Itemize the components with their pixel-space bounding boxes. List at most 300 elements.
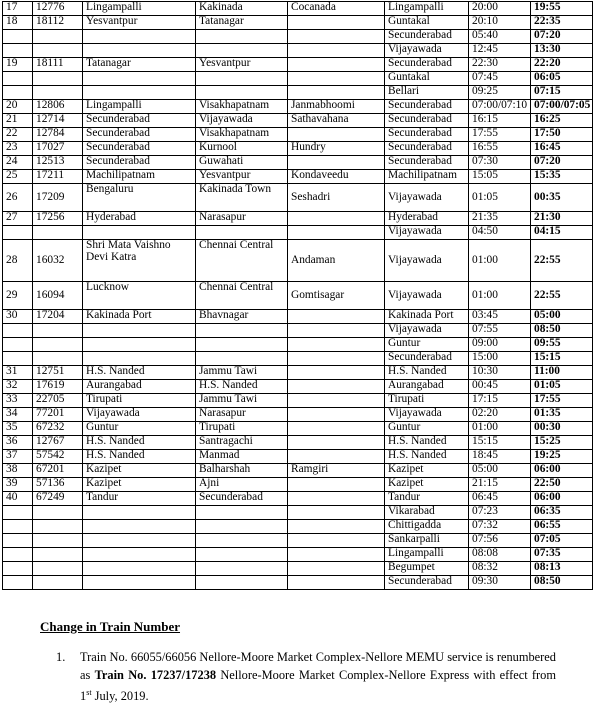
- arrival-time-cell: 07:20: [531, 30, 593, 44]
- from-cell: H.S. Nanded: [83, 436, 196, 450]
- to-cell: [196, 30, 288, 44]
- serial-no-cell: 34: [3, 408, 33, 422]
- train-no-cell: [33, 562, 83, 576]
- station-cell: Secunderabad: [385, 58, 469, 72]
- arrival-time-cell: 11:00: [531, 366, 593, 380]
- train-name-cell: [288, 492, 385, 506]
- station-cell: Bellari: [385, 86, 469, 100]
- from-cell: Tatanagar: [83, 58, 196, 72]
- table-row: [3, 352, 593, 366]
- table-row: [3, 408, 593, 422]
- station-cell: Secunderabad: [385, 128, 469, 142]
- station-cell: Kazipet: [385, 464, 469, 478]
- arrival-time-cell: 08:50: [531, 324, 593, 338]
- arrival-time-cell: 07:15: [531, 86, 593, 100]
- to-cell: [196, 86, 288, 100]
- train-name-cell: [288, 394, 385, 408]
- from-cell: [83, 562, 196, 576]
- table-row: [3, 492, 593, 506]
- to-cell: Visakhapatnam: [196, 100, 288, 114]
- station-cell: Tandur: [385, 492, 469, 506]
- table-row: [3, 380, 593, 394]
- train-no-cell: [33, 352, 83, 366]
- train-no-cell: 17256: [33, 212, 83, 226]
- from-cell: [83, 86, 196, 100]
- departure-time-cell: 09:25: [469, 86, 531, 100]
- departure-time-cell: 09:30: [469, 576, 531, 590]
- departure-time-cell: 01:00: [469, 282, 531, 310]
- table-row: [3, 534, 593, 548]
- station-cell: Machilipatnam: [385, 170, 469, 184]
- serial-no-cell: 37: [3, 450, 33, 464]
- to-cell: Narasapur: [196, 212, 288, 226]
- station-cell: Kakinada Port: [385, 310, 469, 324]
- from-cell: [83, 324, 196, 338]
- train-name-cell: [288, 478, 385, 492]
- table-row: [3, 44, 593, 58]
- to-cell: Tirupati: [196, 422, 288, 436]
- arrival-time-cell: 17:50: [531, 128, 593, 142]
- to-cell: Tatanagar: [196, 16, 288, 30]
- from-cell: [83, 520, 196, 534]
- arrival-time-cell: 13:30: [531, 44, 593, 58]
- serial-no-cell: [3, 86, 33, 100]
- train-no-cell: 12513: [33, 156, 83, 170]
- from-cell: Lucknow: [83, 282, 196, 310]
- arrival-time-cell: 16:25: [531, 114, 593, 128]
- station-cell: Vijayawada: [385, 184, 469, 212]
- train-no-cell: [33, 520, 83, 534]
- serial-no-cell: [3, 338, 33, 352]
- from-cell: Lingampalli: [83, 100, 196, 114]
- departure-time-cell: 00:45: [469, 380, 531, 394]
- departure-time-cell: 08:32: [469, 562, 531, 576]
- train-name-cell: [288, 324, 385, 338]
- train-no-cell: [33, 534, 83, 548]
- departure-time-cell: 06:45: [469, 492, 531, 506]
- table-row: [3, 142, 593, 156]
- serial-no-cell: 17: [3, 2, 33, 16]
- from-cell: H.S. Nanded: [83, 366, 196, 380]
- to-cell: Yesvantpur: [196, 58, 288, 72]
- table-row: [3, 240, 593, 282]
- arrival-time-cell: 07:20: [531, 156, 593, 170]
- from-cell: Bengaluru: [83, 184, 196, 212]
- station-cell: H.S. Nanded: [385, 366, 469, 380]
- train-name-cell: [288, 520, 385, 534]
- train-no-cell: 18111: [33, 58, 83, 72]
- from-cell: H.S. Nanded: [83, 450, 196, 464]
- serial-no-cell: [3, 352, 33, 366]
- departure-time-cell: 01:05: [469, 184, 531, 212]
- train-no-cell: 16032: [33, 240, 83, 282]
- train-name-cell: [288, 44, 385, 58]
- from-cell: [83, 72, 196, 86]
- departure-time-cell: 07:45: [469, 72, 531, 86]
- from-cell: [83, 548, 196, 562]
- serial-no-cell: 30: [3, 310, 33, 324]
- train-no-cell: 17209: [33, 184, 83, 212]
- train-no-cell: 22705: [33, 394, 83, 408]
- table-row: [3, 478, 593, 492]
- serial-no-cell: 24: [3, 156, 33, 170]
- table-row: [3, 310, 593, 324]
- to-cell: Bhavnagar: [196, 310, 288, 324]
- station-cell: Tirupati: [385, 394, 469, 408]
- note-bold-train: Train No. 17237/17238: [94, 668, 217, 682]
- to-cell: [196, 352, 288, 366]
- station-cell: Chittigadda: [385, 520, 469, 534]
- departure-time-cell: 02:20: [469, 408, 531, 422]
- serial-no-cell: 29: [3, 282, 33, 310]
- train-no-cell: 18112: [33, 16, 83, 30]
- note-text-end: July, 2019.: [91, 689, 149, 704]
- to-cell: [196, 226, 288, 240]
- train-no-cell: 17211: [33, 170, 83, 184]
- serial-no-cell: [3, 30, 33, 44]
- departure-time-cell: 15:00: [469, 352, 531, 366]
- departure-time-cell: 07:30: [469, 156, 531, 170]
- table-row: [3, 30, 593, 44]
- serial-no-cell: [3, 562, 33, 576]
- table-row: [3, 436, 593, 450]
- station-cell: Kazipet: [385, 478, 469, 492]
- to-cell: Yesvantpur: [196, 170, 288, 184]
- train-name-cell: [288, 366, 385, 380]
- departure-time-cell: 01:00: [469, 240, 531, 282]
- serial-no-cell: [3, 506, 33, 520]
- station-cell: Secunderabad: [385, 142, 469, 156]
- table-row: [3, 366, 593, 380]
- departure-time-cell: 17:55: [469, 128, 531, 142]
- serial-no-cell: 25: [3, 170, 33, 184]
- train-no-cell: [33, 72, 83, 86]
- train-no-cell: [33, 324, 83, 338]
- train-name-cell: [288, 548, 385, 562]
- to-cell: Secunderabad: [196, 492, 288, 506]
- arrival-time-cell: 22:55: [531, 282, 593, 310]
- train-no-cell: [33, 44, 83, 58]
- departure-time-cell: 08:08: [469, 548, 531, 562]
- departure-time-cell: 09:00: [469, 338, 531, 352]
- departure-time-cell: 07:00/07:10: [469, 100, 531, 114]
- from-cell: Kakinada Port: [83, 310, 196, 324]
- table-row: [3, 520, 593, 534]
- from-cell: [83, 352, 196, 366]
- arrival-time-cell: 01:35: [531, 408, 593, 422]
- departure-time-cell: 21:15: [469, 478, 531, 492]
- station-cell: Vijayawada: [385, 282, 469, 310]
- serial-no-cell: [3, 534, 33, 548]
- serial-no-cell: [3, 576, 33, 590]
- train-name-cell: [288, 58, 385, 72]
- arrival-time-cell: 22:50: [531, 478, 593, 492]
- table-row: [3, 114, 593, 128]
- train-name-cell: [288, 352, 385, 366]
- serial-no-cell: 40: [3, 492, 33, 506]
- from-cell: Kazipet: [83, 478, 196, 492]
- from-cell: [83, 30, 196, 44]
- to-cell: Jammu Tawi: [196, 366, 288, 380]
- from-cell: [83, 506, 196, 520]
- note-text-before: Train No. 66055/66056 Nellore-Moore Market Complex-Nellore MEMU service is renumbered as: [80, 650, 556, 682]
- from-cell: Secunderabad: [83, 114, 196, 128]
- serial-no-cell: 27: [3, 212, 33, 226]
- station-cell: Guntur: [385, 422, 469, 436]
- station-cell: Aurangabad: [385, 380, 469, 394]
- departure-time-cell: 22:30: [469, 58, 531, 72]
- to-cell: Kurnool: [196, 142, 288, 156]
- note-sup: st: [86, 688, 92, 697]
- train-name-cell: Hundry: [288, 142, 385, 156]
- from-cell: Hyderabad: [83, 212, 196, 226]
- table-row: [3, 184, 593, 212]
- serial-no-cell: 31: [3, 366, 33, 380]
- table-row: [3, 128, 593, 142]
- train-name-cell: Janmabhoomi: [288, 100, 385, 114]
- serial-no-cell: 20: [3, 100, 33, 114]
- train-name-cell: Ramgiri: [288, 464, 385, 478]
- from-cell: Secunderabad: [83, 142, 196, 156]
- serial-no-cell: 19: [3, 58, 33, 72]
- arrival-time-cell: 21:30: [531, 212, 593, 226]
- to-cell: [196, 72, 288, 86]
- to-cell: Kakinada: [196, 2, 288, 16]
- station-cell: H.S. Nanded: [385, 450, 469, 464]
- to-cell: [196, 44, 288, 58]
- table-row: [3, 338, 593, 352]
- departure-time-cell: 18:45: [469, 450, 531, 464]
- arrival-time-cell: 22:20: [531, 58, 593, 72]
- train-no-cell: 17027: [33, 142, 83, 156]
- train-no-cell: 16094: [33, 282, 83, 310]
- from-cell: [83, 534, 196, 548]
- to-cell: Narasapur: [196, 408, 288, 422]
- to-cell: [196, 520, 288, 534]
- departure-time-cell: 15:05: [469, 170, 531, 184]
- arrival-time-cell: 15:15: [531, 352, 593, 366]
- arrival-time-cell: 19:55: [531, 2, 593, 16]
- station-cell: Secunderabad: [385, 30, 469, 44]
- serial-no-cell: 39: [3, 478, 33, 492]
- train-name-cell: Kondaveedu: [288, 170, 385, 184]
- serial-no-cell: 33: [3, 394, 33, 408]
- table-row: [3, 2, 593, 16]
- station-cell: Lingampalli: [385, 2, 469, 16]
- from-cell: [83, 44, 196, 58]
- table-row: [3, 450, 593, 464]
- train-name-cell: [288, 436, 385, 450]
- departure-time-cell: 05:00: [469, 464, 531, 478]
- from-cell: Yesvantpur: [83, 16, 196, 30]
- train-no-cell: 12776: [33, 2, 83, 16]
- departure-time-cell: 07:23: [469, 506, 531, 520]
- arrival-time-cell: 04:15: [531, 226, 593, 240]
- arrival-time-cell: 00:30: [531, 422, 593, 436]
- station-cell: Begumpet: [385, 562, 469, 576]
- arrival-time-cell: 01:05: [531, 380, 593, 394]
- station-cell: Guntakal: [385, 16, 469, 30]
- serial-no-cell: [3, 44, 33, 58]
- from-cell: Aurangabad: [83, 380, 196, 394]
- to-cell: [196, 338, 288, 352]
- departure-time-cell: 03:45: [469, 310, 531, 324]
- from-cell: [83, 338, 196, 352]
- train-name-cell: [288, 408, 385, 422]
- train-no-cell: [33, 338, 83, 352]
- serial-no-cell: 36: [3, 436, 33, 450]
- from-cell: Vijayawada: [83, 408, 196, 422]
- train-no-cell: 17204: [33, 310, 83, 324]
- arrival-time-cell: 22:35: [531, 16, 593, 30]
- arrival-time-cell: 06:55: [531, 520, 593, 534]
- serial-no-cell: [3, 226, 33, 240]
- train-name-cell: [288, 450, 385, 464]
- table-row: [3, 324, 593, 338]
- table-row: [3, 100, 593, 114]
- train-no-cell: [33, 576, 83, 590]
- table-row: [3, 464, 593, 478]
- serial-no-cell: [3, 324, 33, 338]
- train-no-cell: 57542: [33, 450, 83, 464]
- train-name-cell: [288, 380, 385, 394]
- arrival-time-cell: 06:05: [531, 72, 593, 86]
- train-no-cell: 12806: [33, 100, 83, 114]
- from-cell: Kazipet: [83, 464, 196, 478]
- station-cell: Hyderabad: [385, 212, 469, 226]
- note-number: 1.: [56, 650, 66, 664]
- serial-no-cell: 18: [3, 16, 33, 30]
- to-cell: Santragachi: [196, 436, 288, 450]
- from-cell: [83, 226, 196, 240]
- serial-no-cell: 35: [3, 422, 33, 436]
- from-cell: Lingampalli: [83, 2, 196, 16]
- to-cell: Ajni: [196, 478, 288, 492]
- train-no-cell: 57136: [33, 478, 83, 492]
- train-name-cell: [288, 534, 385, 548]
- arrival-time-cell: 08:50: [531, 576, 593, 590]
- train-no-cell: 12714: [33, 114, 83, 128]
- departure-time-cell: 20:00: [469, 2, 531, 16]
- note-item: [56, 648, 556, 705]
- table-row: [3, 170, 593, 184]
- table-row: [3, 282, 593, 310]
- arrival-time-cell: 06:00: [531, 464, 593, 478]
- table-row: [3, 562, 593, 576]
- train-name-cell: [288, 422, 385, 436]
- arrival-time-cell: 09:55: [531, 338, 593, 352]
- arrival-time-cell: 06:00: [531, 492, 593, 506]
- train-name-cell: [288, 226, 385, 240]
- arrival-time-cell: 07:00/07:05: [531, 100, 593, 114]
- station-cell: Lingampalli: [385, 548, 469, 562]
- departure-time-cell: 04:50: [469, 226, 531, 240]
- station-cell: Secunderabad: [385, 156, 469, 170]
- train-no-cell: [33, 86, 83, 100]
- train-name-cell: Cocanada: [288, 2, 385, 16]
- arrival-time-cell: 00:35: [531, 184, 593, 212]
- arrival-time-cell: 15:25: [531, 436, 593, 450]
- train-name-cell: [288, 576, 385, 590]
- train-name-cell: Sathavahana: [288, 114, 385, 128]
- serial-no-cell: 23: [3, 142, 33, 156]
- departure-time-cell: 21:35: [469, 212, 531, 226]
- station-cell: Sankarpalli: [385, 534, 469, 548]
- to-cell: [196, 506, 288, 520]
- station-cell: Secunderabad: [385, 576, 469, 590]
- from-cell: Machilipatnam: [83, 170, 196, 184]
- train-name-cell: [288, 86, 385, 100]
- station-cell: H.S. Nanded: [385, 436, 469, 450]
- train-no-cell: 12767: [33, 436, 83, 450]
- to-cell: Visakhapatnam: [196, 128, 288, 142]
- train-timing-table: [2, 1, 593, 590]
- serial-no-cell: 28: [3, 240, 33, 282]
- to-cell: [196, 576, 288, 590]
- departure-time-cell: 16:15: [469, 114, 531, 128]
- serial-no-cell: [3, 520, 33, 534]
- station-cell: Secunderabad: [385, 114, 469, 128]
- section-title: Change in Train Number: [40, 619, 181, 634]
- to-cell: Jammu Tawi: [196, 394, 288, 408]
- table-row: [3, 212, 593, 226]
- to-cell: H.S. Nanded: [196, 380, 288, 394]
- train-name-cell: [288, 212, 385, 226]
- departure-time-cell: 12:45: [469, 44, 531, 58]
- train-name-cell: [288, 30, 385, 44]
- from-cell: Shri Mata Vaishno Devi Katra: [83, 240, 196, 282]
- from-cell: [83, 576, 196, 590]
- serial-no-cell: 26: [3, 184, 33, 212]
- train-name-cell: Andaman: [288, 240, 385, 282]
- from-cell: Tandur: [83, 492, 196, 506]
- train-no-cell: [33, 30, 83, 44]
- departure-time-cell: 17:15: [469, 394, 531, 408]
- to-cell: Manmad: [196, 450, 288, 464]
- to-cell: [196, 324, 288, 338]
- train-name-cell: [288, 156, 385, 170]
- note-text-after: Nellore-Moore Market Complex-Nellore Express with effect from 1: [80, 668, 556, 704]
- departure-time-cell: 15:15: [469, 436, 531, 450]
- table-row: [3, 576, 593, 590]
- train-no-cell: 12751: [33, 366, 83, 380]
- arrival-time-cell: 17:55: [531, 394, 593, 408]
- arrival-time-cell: 22:55: [531, 240, 593, 282]
- table-row: [3, 156, 593, 170]
- to-cell: Balharshah: [196, 464, 288, 478]
- departure-time-cell: 20:10: [469, 16, 531, 30]
- arrival-time-cell: 07:05: [531, 534, 593, 548]
- serial-no-cell: 21: [3, 114, 33, 128]
- table-row: [3, 86, 593, 100]
- arrival-time-cell: 15:35: [531, 170, 593, 184]
- arrival-time-cell: 19:25: [531, 450, 593, 464]
- arrival-time-cell: 06:35: [531, 506, 593, 520]
- table-row: [3, 506, 593, 520]
- station-cell: Vijayawada: [385, 44, 469, 58]
- from-cell: Secunderabad: [83, 156, 196, 170]
- train-no-cell: 17619: [33, 380, 83, 394]
- departure-time-cell: 10:30: [469, 366, 531, 380]
- departure-time-cell: 16:55: [469, 142, 531, 156]
- from-cell: Tirupati: [83, 394, 196, 408]
- arrival-time-cell: 05:00: [531, 310, 593, 324]
- departure-time-cell: 05:40: [469, 30, 531, 44]
- to-cell: Guwahati: [196, 156, 288, 170]
- station-cell: Vikarabad: [385, 506, 469, 520]
- train-no-cell: 12784: [33, 128, 83, 142]
- train-name-cell: [288, 338, 385, 352]
